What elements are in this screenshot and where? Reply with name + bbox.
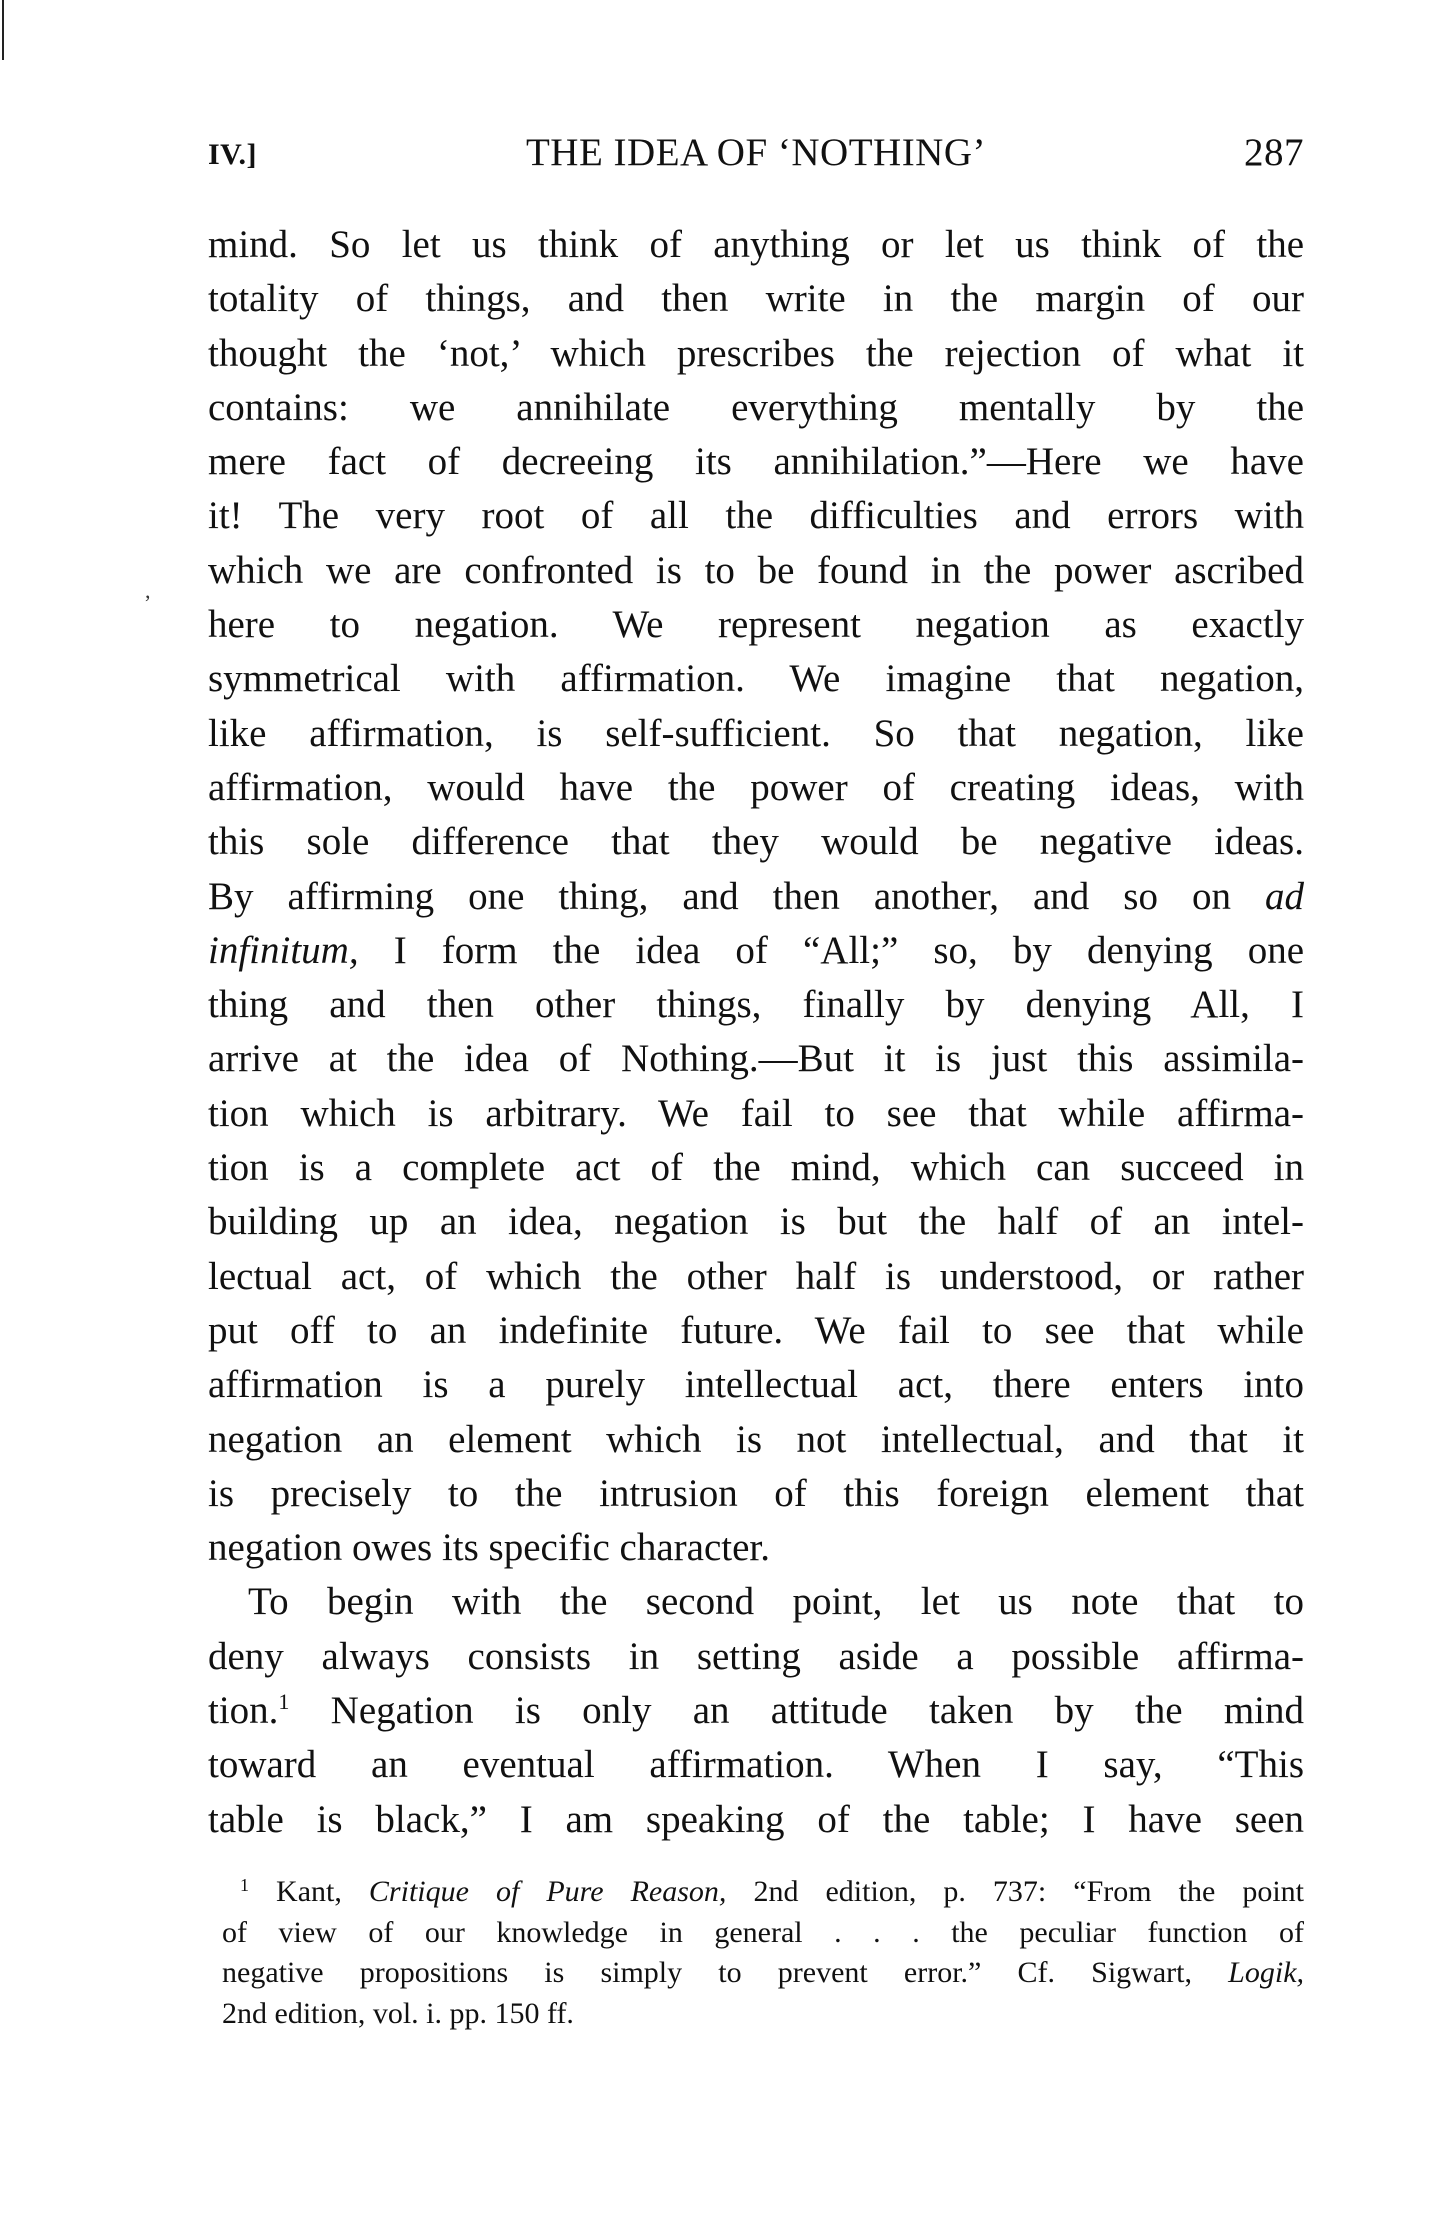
footnote-work-logik: Logik, — [1228, 1956, 1305, 1989]
text-segment: Negation is only an attitude taken by the mind — [330, 1689, 1304, 1733]
footnote-line — [222, 1953, 1304, 1994]
text-line: deny always consists in setting aside a possible affirma- — [208, 1634, 1304, 1678]
footnote-marker: 1 — [240, 1875, 249, 1895]
text-line: here to negation. We represent negation as exactly — [208, 603, 1304, 647]
chapter-title: THE IDEA OF ‘NOTHING’ — [525, 131, 986, 174]
footnote-author: Kant, — [276, 1875, 342, 1908]
text-segment: By affirming one thing, and then another, and so on — [208, 874, 1231, 918]
text-line: toward an eventual affirmation. When I say, “This — [208, 1743, 1304, 1787]
footnote-reference: 1 — [278, 1689, 290, 1715]
text-line: lectual act, of which the other half is understood, or rather — [208, 1254, 1304, 1298]
text-line: table is black,” I am speaking of the table; I have seen — [208, 1797, 1304, 1841]
text-line: put off to an indefinite future. We fail to see that while — [208, 1308, 1304, 1352]
text-segment: tion. — [208, 1689, 279, 1733]
text-line: it! The very root of all the difficulties and errors with — [208, 494, 1304, 538]
margin-mark: , — [145, 578, 151, 603]
text-line: contains: we annihilate everything mentally by the — [208, 385, 1304, 429]
text-line: like affirmation, is self-sufficient. So that negation, like — [208, 711, 1304, 755]
text-line: tion which is arbitrary. We fail to see that while affirma- — [208, 1091, 1304, 1135]
page-number: 287 — [1244, 131, 1304, 174]
text-line: mind. So let us think of anything or let us think of the — [208, 223, 1304, 266]
body-text — [208, 218, 1304, 1847]
text-line: symmetrical with affirmation. We imagine that negation, — [208, 657, 1304, 701]
footnote-line: of view of our knowledge in general . . . the peculiar function of — [222, 1915, 1304, 1949]
text-line: mere fact of decreeing its annihilation.”—Here we have — [208, 440, 1304, 484]
page-edge-rule — [2, 0, 4, 60]
text-line: negation an element which is not intellectual, and that it — [208, 1417, 1304, 1461]
running-head — [208, 130, 1304, 190]
text-line: arrive at the idea of Nothing.—But it is just this assimila- — [208, 1037, 1304, 1081]
text-line: affirmation is a purely intellectual act, there enters into — [208, 1363, 1304, 1407]
footnote-work: Critique of Pure Reason, — [368, 1875, 727, 1908]
section-number: IV.] — [208, 138, 257, 171]
text-line: totality of things, and then write in the margin of our — [208, 277, 1304, 321]
footnote-line — [222, 1872, 1304, 1913]
text-line: which we are confronted is to be found in the power ascribed — [208, 548, 1304, 592]
footnote-line: 2nd edition, vol. i. pp. 150 ff. — [222, 1996, 574, 2030]
text-line: negation owes its specific character. — [208, 1526, 771, 1570]
text-line — [208, 924, 1304, 978]
footnote-text: 2nd edition, p. 737: “From the point — [753, 1875, 1305, 1908]
text-line: affirmation, would have the power of creating ideas, with — [208, 765, 1304, 809]
italic-infinitum: infinitum, — [208, 928, 359, 972]
footnote — [222, 1872, 1304, 2034]
text-line — [208, 1684, 1304, 1738]
footnote-text: negative propositions is simply to prevent error.” Cf. Sigwart, — [222, 1956, 1192, 1989]
italic-ad: ad — [1265, 874, 1304, 918]
text-line: tion is a complete act of the mind, which can succeed in — [208, 1146, 1304, 1190]
text-line: this sole difference that they would be negative ideas. — [208, 820, 1304, 864]
text-segment: I form the idea of “All;” so, by denying one — [393, 928, 1305, 972]
text-line: thought the ‘not,’ which prescribes the rejection of what it — [208, 331, 1304, 375]
text-line — [208, 870, 1304, 924]
text-line: thing and then other things, finally by denying All, I — [208, 983, 1304, 1027]
text-line: To begin with the second point, let us note that to — [248, 1580, 1304, 1624]
text-line: building up an idea, negation is but the half of an intel- — [208, 1200, 1304, 1244]
text-line: is precisely to the intrusion of this foreign element that — [208, 1471, 1304, 1515]
